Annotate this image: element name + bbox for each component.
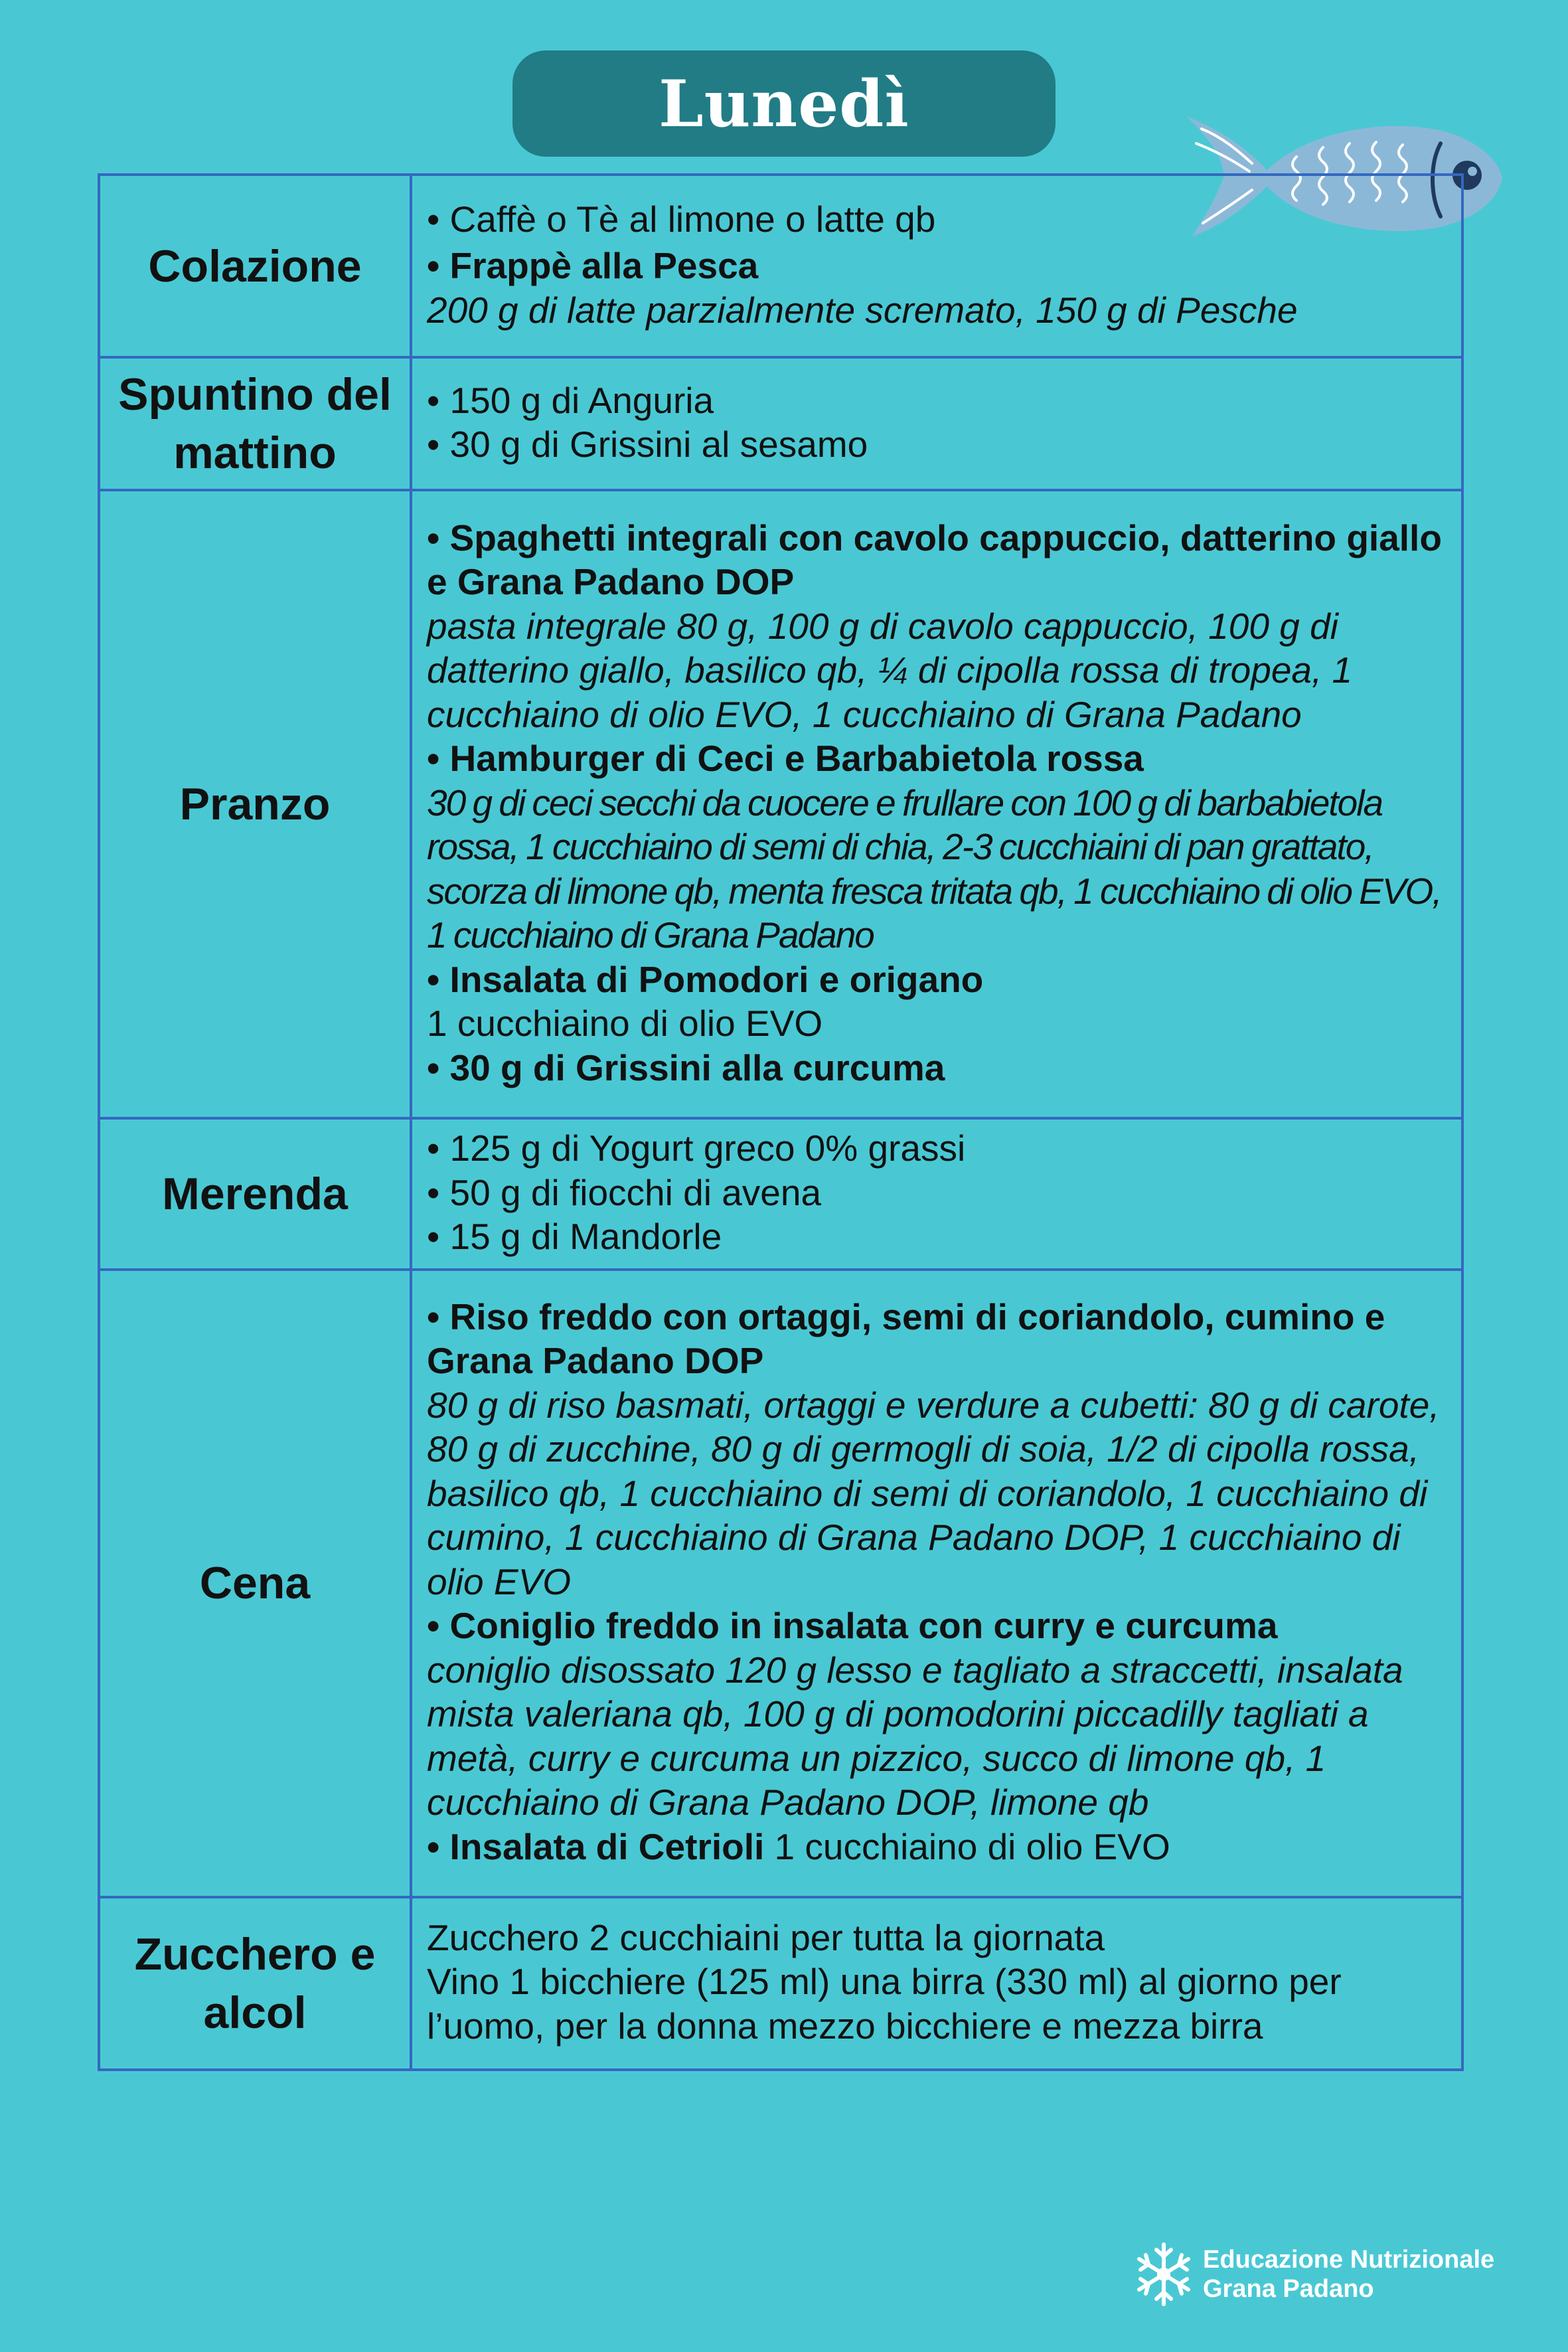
brand-name [1203, 2245, 1494, 2304]
dish-name: • Riso freddo con ortaggi, semi di coriandolo, cumino e Grana Padano DOP [427, 1296, 1385, 1382]
meal-content-zucchero-alcol [411, 1897, 1462, 2070]
snowflake-logo-icon [1134, 2238, 1194, 2311]
dish-ingredients: 1 cucchiaino di olio EVO [764, 1825, 1170, 1867]
list-item: • 30 g di Grissini al sesamo [427, 424, 868, 465]
table-row [99, 1897, 1462, 2070]
title-pill [512, 50, 1056, 157]
brand-line-2: Grana Padano [1203, 2275, 1374, 2303]
list-item: • Caffè o Tè al limone o latte qb [427, 198, 936, 240]
dish-name: • Frappè alla Pesca [427, 245, 759, 287]
dish-name: • 30 g di Grissini alla curcuma [427, 1047, 945, 1088]
list-item [427, 1825, 1450, 1869]
table-row [99, 175, 1462, 357]
dish-ingredients: pasta integrale 80 g, 100 g di cavolo cappuccio, 100 g di datterino giallo, basilico qb, ¼ di cipolla rossa di tropea, 1 cucchiaino di olio EVO, 1 cucchiaino di Grana Padano [427, 605, 1353, 735]
meal-label-spuntino: Spuntino del mattino [99, 357, 411, 490]
dish-name: • Coniglio freddo in insalata con curry e curcuma [427, 1605, 1278, 1647]
dish-ingredients: 80 g di riso basmati, ortaggi e verdure a cubetti: 80 g di carote, 80 g di zucchine, 80 g di germogli di soia, 1/2 di cipolla rossa, basilico qb, 1 cucchiaino di semi di coriandolo, 1 cucchiaino di cumino, 1 cucchiaino di Grana Padano DOP, 1 cucchiaino di olio EVO [427, 1384, 1440, 1602]
meal-label-zucchero-alcol: Zucchero e alcol [99, 1897, 411, 2070]
dish-ingredients: 1 cucchiaino di olio EVO [427, 1003, 823, 1045]
page-title: Lunedì [659, 66, 909, 141]
table-row [99, 1270, 1462, 1897]
meal-content-cena [411, 1270, 1462, 1897]
list-item: Vino 1 bicchiere (125 ml) una birra (330 ml) al giorno per l’uomo, per la donna mezzo bicchiere e mezza birra [427, 1961, 1342, 2047]
list-item: Zucchero 2 cucchiaini per tutta la giornata [427, 1916, 1105, 1958]
meal-label-cena: Cena [99, 1270, 411, 1897]
table-row [99, 357, 1462, 490]
list-item: • 50 g di fiocchi di avena [427, 1171, 822, 1213]
meal-label-merenda: Merenda [99, 1118, 411, 1270]
dish-ingredients: coniglio disossato 120 g lesso e tagliato a straccetti, insalata mista valeriana qb, 100 g di pomodorini piccadilly tagliati a metà, curry e curcuma un pizzico, succo di limone qb, 1 cucchiaino di Grana Padano DOP, limone qb [427, 1649, 1403, 1823]
dish-name: • Spaghetti integrali con cavolo cappuccio, datterino giallo e Grana Padano DOP [427, 517, 1442, 603]
meal-content-spuntino [411, 357, 1462, 490]
brand-line-1: Educazione Nutrizionale [1203, 2246, 1495, 2274]
table-row [99, 1118, 1462, 1270]
dish-ingredients: 200 g di latte parzialmente scremato, 150 g di Pesche [427, 289, 1298, 331]
meal-content-merenda [411, 1118, 1462, 1270]
list-item: • 125 g di Yogurt greco 0% grassi [427, 1128, 966, 1169]
meal-content-colazione [411, 175, 1462, 357]
table-row [99, 490, 1462, 1118]
dish-name: • Insalata di Cetrioli [427, 1825, 765, 1867]
meal-label-pranzo: Pranzo [99, 490, 411, 1118]
meal-plan-table [98, 173, 1464, 2071]
brand-logo [1134, 2238, 1494, 2311]
meal-content-pranzo [411, 490, 1462, 1118]
list-item: • 15 g di Mandorle [427, 1216, 722, 1257]
list-item: • 150 g di Anguria [427, 379, 714, 421]
dish-name: • Hamburger di Ceci e Barbabietola rossa [427, 738, 1144, 780]
dish-ingredients: 30 g di ceci secchi da cuocere e frullare con 100 g di barbabietola rossa, 1 cucchiaino di semi di chia, 2-3 cucchiaini di pan grattato, scorza di limone qb, menta fresca tritata qb, 1 cucchiaino di olio EVO, 1 cucchiaino di Grana Padano [427, 782, 1441, 956]
meal-label-colazione: Colazione [99, 175, 411, 357]
dish-name: • Insalata di Pomodori e origano [427, 958, 984, 1000]
